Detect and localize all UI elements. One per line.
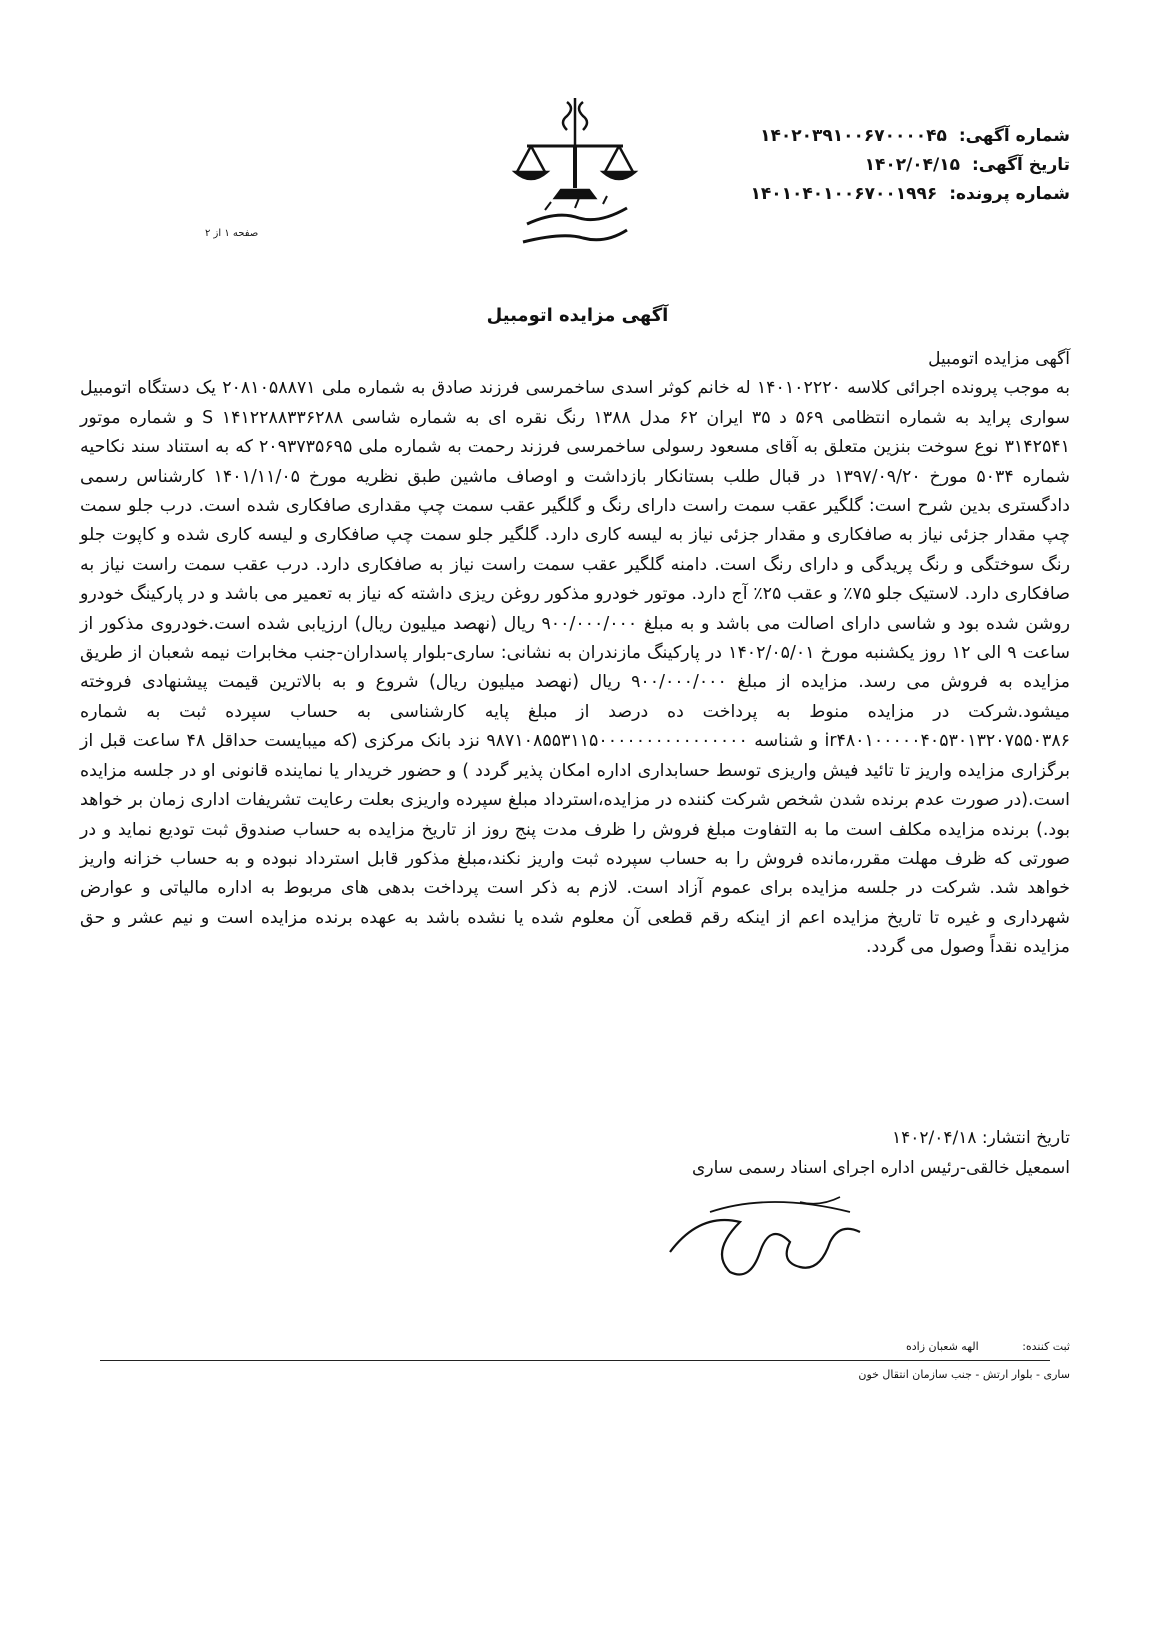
publication-date-row — [892, 1128, 1070, 1148]
registrar-name: الهه شعبان زاده — [906, 1340, 979, 1353]
registrar-label: ثبت کننده: — [1022, 1340, 1070, 1353]
notice-body — [80, 345, 1070, 963]
notice-date-row — [650, 151, 1070, 180]
case-number-label: شماره پرونده: — [949, 184, 1070, 204]
notice-date-label: تاریخ آگهی: — [971, 155, 1070, 175]
handwritten-signature — [650, 1192, 890, 1282]
notice-number-row — [650, 122, 1070, 151]
publication-date-label: تاریخ انتشار: — [981, 1128, 1070, 1148]
publication-date: ۱۴۰۲/۰۴/۱۸ — [891, 1128, 977, 1148]
signer-line: اسمعیل خالقی-رئیس اداره اجرای اسناد رسمی ساری — [692, 1158, 1070, 1178]
notice-date: ۱۴۰۲/۰۴/۱۵ — [864, 155, 961, 175]
registrar-row — [866, 1340, 1070, 1353]
notice-paragraph: به موجب پرونده اجرائی کلاسه ۱۴۰۱۰۲۲۲۰ له خانم کوثر اسدی ساخمرسی فرزند صادق به شماره ملی ۲۰۸۱۰۵۸۸۷۱ یک دستگاه اتومبیل سواری پراید به شماره انتظامی ۵۶۹ د ۳۵ ایران ۶۲ مدل ۱۳۸۸ رنگ نقره ای به شماره شاسی S ۱۴۱۲۲۸۸۳۳۶۲۸۸ و شماره موتور ۳۱۴۲۵۴۱ نوع سوخت بنزین متعلق به آقای مسعود رسولی ساخمرسی فرزند رحمت به شماره ملی ۲۰۹۳۷۳۵۶۹۵ که به استناد سند نکاحیه شماره ۵۰۳۴ مورخ ۱۳۹۷/۰۹/۲۰ در قبال طلب بستانکار بازداشت و اوصاف ماشین طبق نظریه مورخ ۱۴۰۱/۱۱/۰۵ کارشناس رسمی دادگستری بدین شرح است: گلگیر عقب سمت راست دارای رنگ و گلگیر عقب سمت چپ مقداری صافکاری شده است. درب جلو سمت چپ مقدار جزئی نیاز به صافکاری و مقدار جزئی نیاز به لیسه کاری دارد. گلگیر جلو سمت چپ صافکاری و لیسه کاری شده و کاپوت جلو رنگ سوختگی و رنگ پریدگی و دارای رنگ است. دامنه گلگیر عقب سمت راست نیاز به صافکاری دارد. درب عقب سمت راست نیاز به صافکاری دارد. لاستیک جلو ۷۵٪ و عقب ۲۵٪ آج دارد. موتور خودرو مذکور روغن ریزی داشته که نیاز به تعمیر می باشد و در پارکینگ خودرو روشن شده بود و شاسی دارای اصالت می باشد و به مبلغ ۹۰۰/۰۰۰/۰۰۰ ریال (نهصد میلیون ریال) ارزیابی شده است.خودروی مذکور از ساعت ۹ الی ۱۲ روز یکشنبه مورخ ۱۴۰۲/۰۵/۰۱ در پارکینگ مازندران به نشانی: ساری-بلوار پاسداران-جنب مخابرات نیمه شعبان از طریق مزایده به فروش می رسد. مزایده از مبلغ ۹۰۰/۰۰۰/۰۰۰ ریال (نهصد میلیون ریال) شروع و به بالاترین قیمت پیشنهادی فروخته میشود.شرکت در مزایده منوط به پرداخت ده درصد از مبلغ پایه کارشناسی به حساب سپرده ثبت به شماره ir۴۸۰۱۰۰۰۰۰۴۰۵۳۰۱۳۲۰۷۵۵۰۳۸۶ و شناسه ۹۸۷۱۰۸۵۵۳۱۱۵۰۰۰۰۰۰۰۰۰۰۰۰۰۰۰۰ نزد بانک مرکزی (که میبایست حداقل ۴۸ ساعت قبل از برگزاری مزایده واریز تا تائید فیش واریزی توسط حسابداری اداره امکان پذیر گردد ) و حضور خریدار یا نماینده قانونی او در جلسه مزایده است.(در صورت عدم برنده شدن شخص شرکت کننده در مزایده،استرداد مبلغ سپرده واریزی بعلت رعایت تشریفات اداری زمان بر خواهد بود.) برنده مزایده مکلف است ما به التفاوت مبلغ فروش را ظرف مدت پنج روز از تاریخ مزایده به حساب صندوق ثبت توديع نماید و در صورتی که ظرف مهلت مقرر،مانده فروش را به حساب سپرده ثبت واریز نکند،مبلغ مذکور قابل استرداد نبوده و به حساب خزانه واریز خواهد شد. شرکت در جلسه مزایده برای عموم آزاد است. لازم به ذکر است پرداخت بدهی های مربوط به اداره مالیاتی و عوارض شهرداری و غیره تا تاریخ مزایده اعم از اینکه رقم قطعی آن معلوم شده یا نشده باشد به عهده برنده مزایده است و نیم عشر و حق مزایده نقداً وصول می گردد. — [80, 378, 1071, 958]
page-title: آگهی مزایده اتومبیل — [486, 305, 669, 326]
footer-divider — [100, 1360, 1050, 1361]
judiciary-emblem-icon — [505, 92, 645, 252]
notice-number: ۱۴۰۲۰۳۹۱۰۰۶۷۰۰۰۰۴۵ — [760, 126, 947, 146]
office-address: ساری - بلوار ارتش - جنب سازمان انتقال خون — [858, 1368, 1070, 1381]
notice-header — [650, 122, 1070, 209]
page-indicator: صفحه ۱ از ۲ — [205, 228, 259, 239]
case-number-row — [650, 180, 1070, 209]
notice-subtitle: آگهی مزایده اتومبیل — [928, 349, 1070, 369]
notice-number-label: شماره آگهی: — [958, 126, 1070, 146]
case-number: ۱۴۰۱۰۴۰۱۰۰۶۷۰۰۱۹۹۶ — [750, 184, 938, 204]
